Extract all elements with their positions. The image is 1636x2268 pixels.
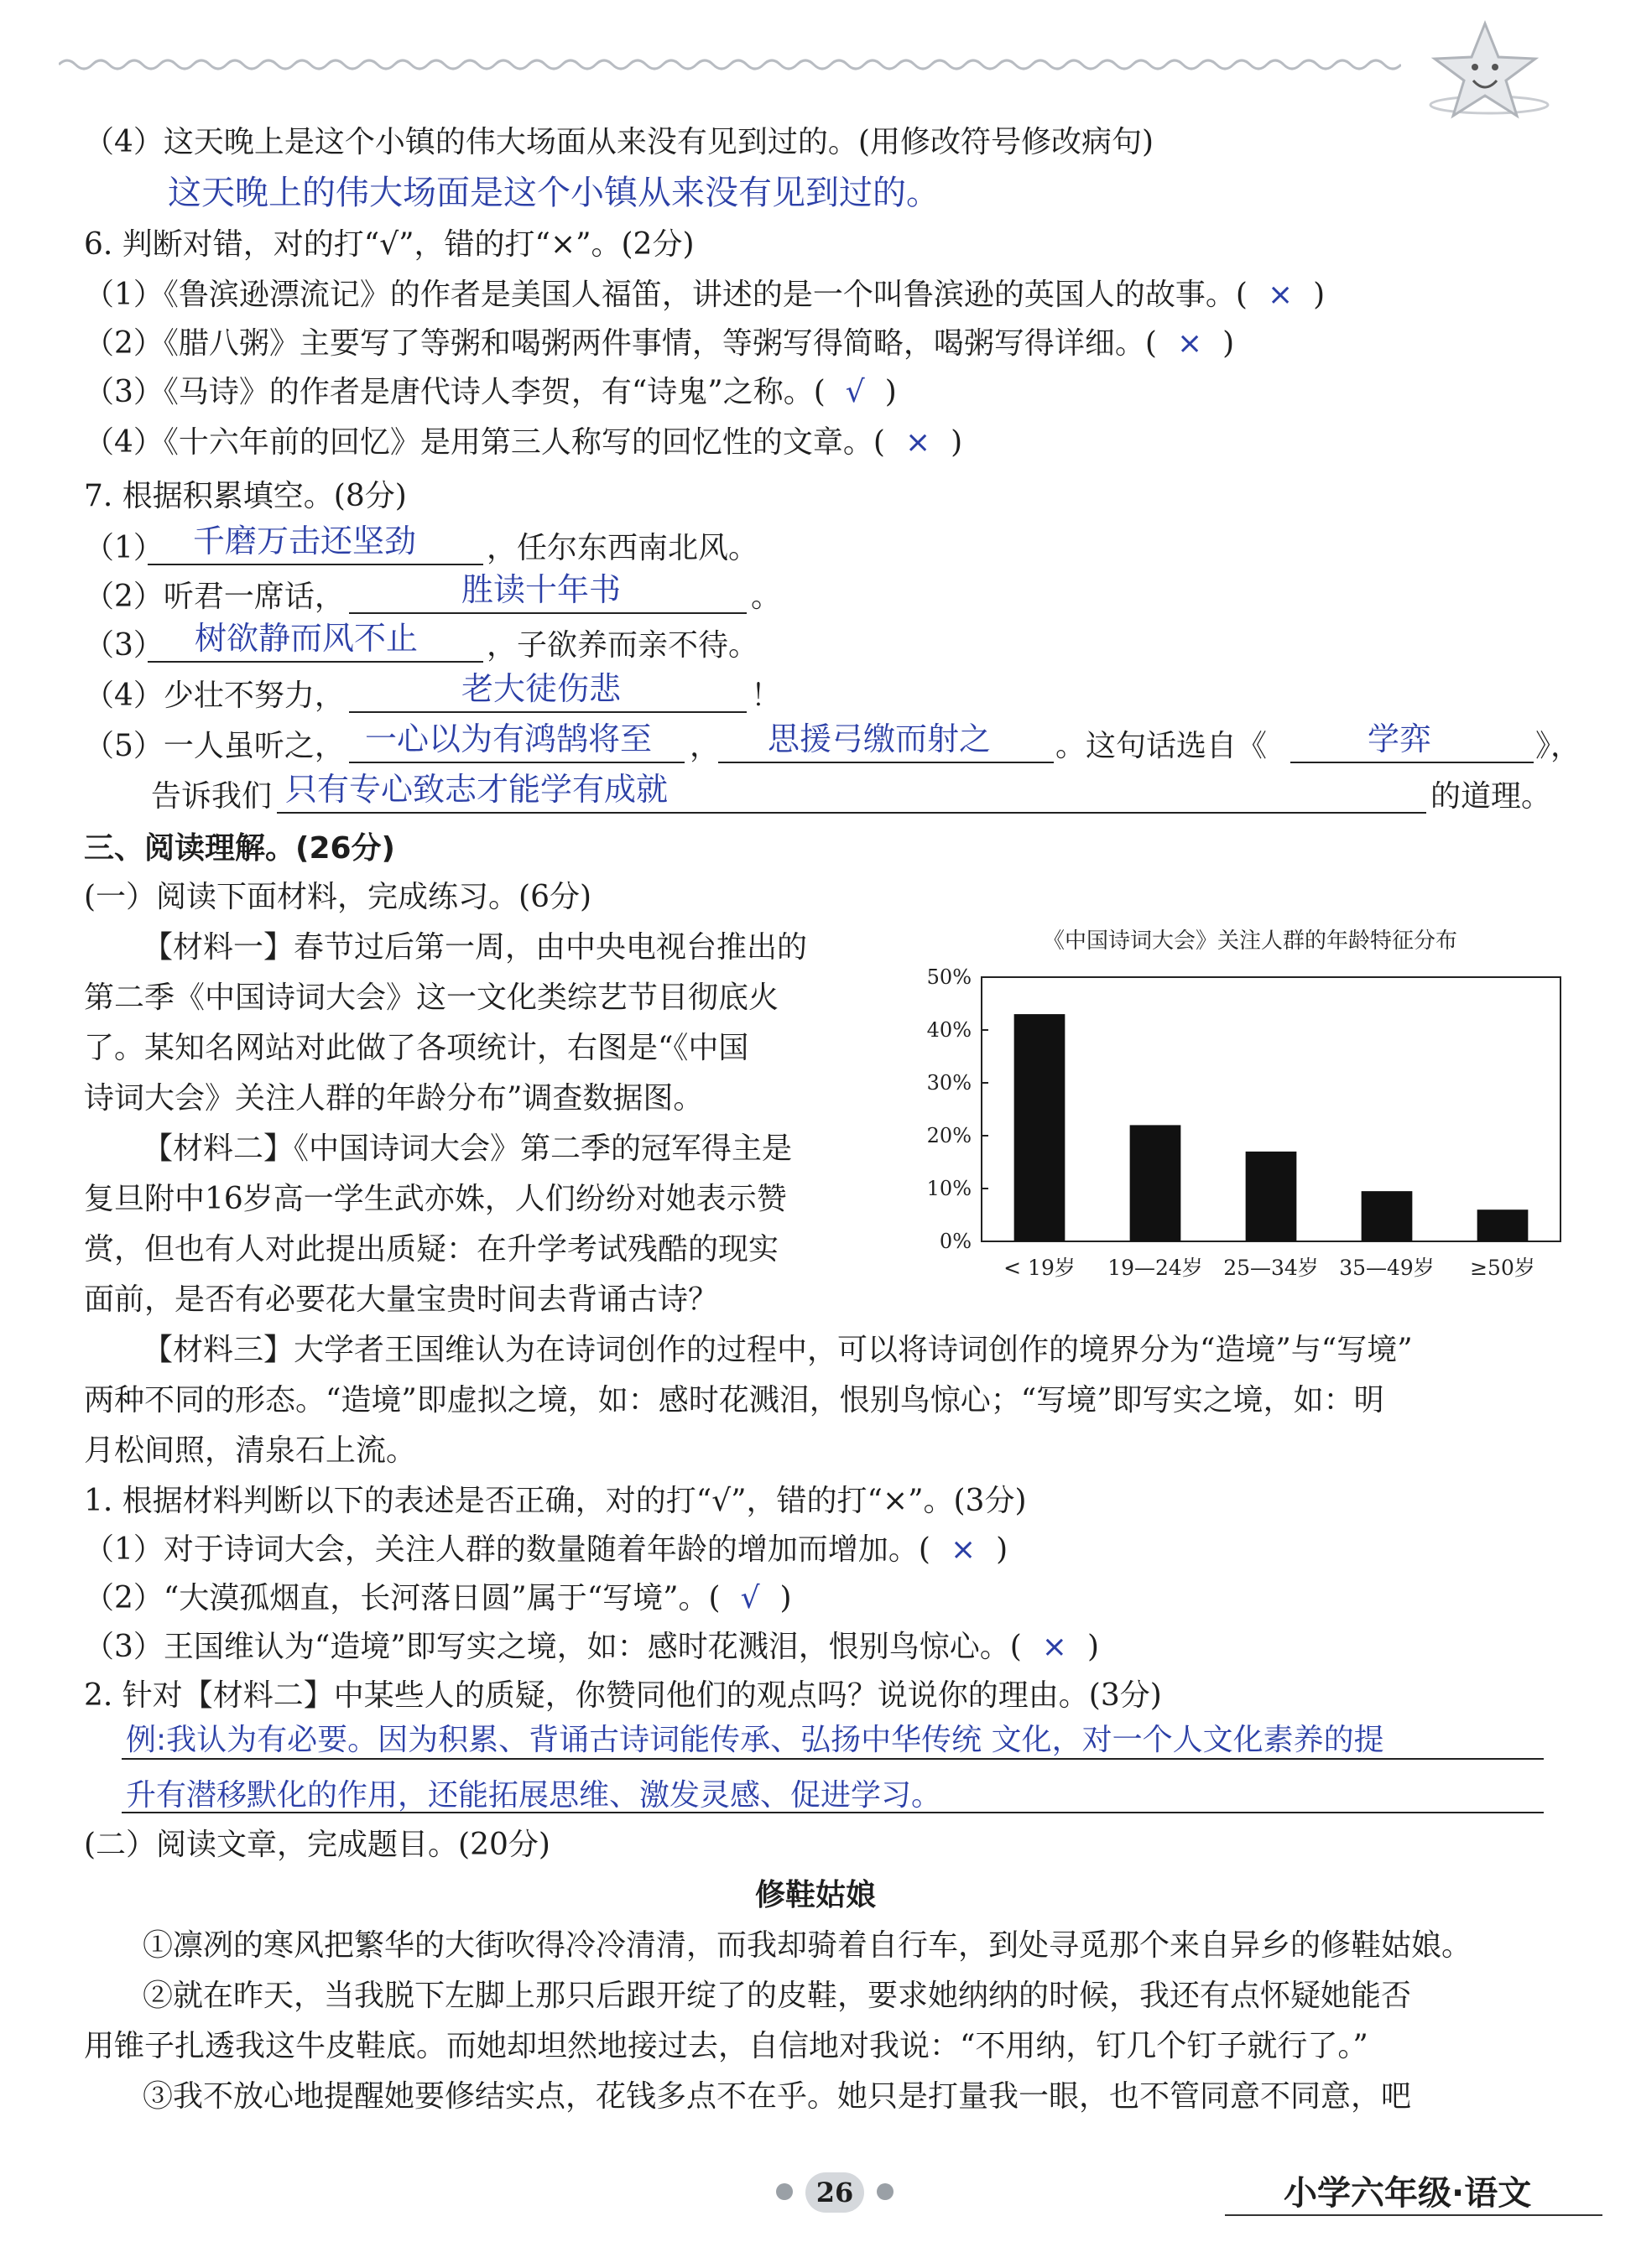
material2-line: 【材料二】《中国诗词大会》第二季的冠军得主是 <box>143 1131 793 1166</box>
part2-title: (二）阅读文章，完成题目。(20分) <box>84 1828 550 1862</box>
q7-title: 7. 根据积累填空。(8分) <box>84 479 407 513</box>
material2-line: 复旦附中16岁高一学生武亦姝，人们纷纷对她表示赞 <box>84 1182 787 1216</box>
q6-item-3: （3）《马诗》的作者是唐代诗人李贺，有“诗鬼”之称。( √ ) <box>84 375 897 409</box>
article-title: 修鞋姑娘 <box>755 1878 877 1912</box>
blank-line <box>277 812 1426 814</box>
x-category-label: 25—34岁 <box>1223 1256 1319 1280</box>
x-category-label: < 19岁 <box>1003 1256 1076 1280</box>
blank-line <box>1290 762 1534 763</box>
article-paragraph-1: ①凛冽的寒风把繁华的大街吹得冷冷清清，而我却骑着自行车，到处寻觅那个来自异乡的修鞋姑娘。 <box>143 1928 1472 1963</box>
q6-item-2: （2）《腊八粥》主要写了等粥和喝粥两件事情，等粥写得简略，喝粥写得详细。( × ) <box>84 326 1235 361</box>
chart-title: 《中国诗词大会》关注人群的年龄特征分布 <box>1042 929 1458 954</box>
s3-q1-answer-1: × <box>950 1532 977 1567</box>
q7-answer-3: 树欲静而风不止 <box>195 620 419 657</box>
q7-line6-suffix: 的道理。 <box>1430 779 1552 814</box>
q6-item-1: （1）《鲁滨逊漂流记》的作者是美国人福笛，讲述的是一个叫鲁滨逊的英国人的故事。( × ) <box>84 278 1326 312</box>
q7-answer-5c: 学弈 <box>1368 720 1432 757</box>
part1-title: (一）阅读下面材料，完成练习。(6分) <box>84 880 592 914</box>
q6-answer-2: × <box>1176 326 1203 361</box>
s3-q1-answer-2: √ <box>740 1581 760 1615</box>
material2-line: 赏，但也有人对此提出质疑：在升学考试残酷的现实 <box>84 1232 779 1267</box>
q7-line5-comma: ， <box>690 729 721 763</box>
q7-answer-1: 千磨万击还坚劲 <box>193 523 417 559</box>
q7-line1-prefix: （1） <box>84 531 164 565</box>
material1-line: 诗词大会》关注人群的年龄分布”调查数据图。 <box>84 1081 704 1116</box>
footer-dot <box>877 2183 894 2200</box>
header-wave-border <box>59 52 1401 77</box>
s3-q1-item-1: （1）对于诗词大会，关注人群的数量随着年龄的增加而增加。( × ) <box>84 1532 1008 1567</box>
material3-line: 月松间照，清泉石上流。 <box>84 1433 417 1468</box>
material1-line: 第二季《中国诗词大会》这一文化类综艺节目彻底火 <box>84 981 779 1015</box>
q7-answer-6: 只有专心致志才能学有成就 <box>285 771 669 808</box>
bar-4 <box>1477 1209 1529 1241</box>
smiling-star-icon <box>1409 17 1560 126</box>
q6-item-4: （4）《十六年前的回忆》是用第三人称写的回忆性的文章。( × ) <box>84 425 963 460</box>
q5-4-prompt: （4）这天晚上是这个小镇的伟大场面从来没有见到过的。(用修改符号修改病句) <box>84 125 1154 159</box>
bar-1 <box>1130 1125 1181 1241</box>
s3-q2-answer-line2: 升有潜移默化的作用，还能拓展思维、激发灵感、促进学习。 <box>126 1778 942 1813</box>
q7-line5-mid: 。这句话选自《 <box>1055 729 1268 763</box>
q7-answer-5a: 一心以为有鸿鹄将至 <box>365 720 653 757</box>
y-tick-label: 20% <box>926 1124 972 1147</box>
section3-title: 三、阅读理解。(26分) <box>84 831 396 866</box>
q7-answer-5b: 思援弓缴而射之 <box>768 720 992 757</box>
q7-line2-suffix: 。 <box>751 580 782 614</box>
blank-line <box>148 661 483 663</box>
material2-line: 面前，是否有必要花大量宝贵时间去背诵古诗？ <box>84 1282 719 1317</box>
x-category-label: ≥50岁 <box>1470 1256 1535 1280</box>
footer-divider <box>1225 2214 1602 2216</box>
q6-answer-4: × <box>904 425 931 460</box>
q7-line1-suffix: ，任尔东西南北风。 <box>487 531 759 565</box>
q7-line2-prefix: （2）听君一席话， <box>84 580 345 614</box>
y-tick-label: 40% <box>926 1018 972 1042</box>
article-paragraph-3: ③我不放心地提醒她要修结实点，花钱多点不在乎。她只是打量我一眼，也不管同意不同意，吧 <box>143 2079 1412 2114</box>
s3-q1-item-2: （2）“大漠孤烟直，长河落日圆”属于“写境”。( √ ) <box>84 1581 792 1615</box>
y-tick-label: 30% <box>926 1071 972 1095</box>
material3-line: 两种不同的形态。“造境”即虚拟之境，如：感时花溅泪，恨别鸟惊心；“写境”即写实之境，如：明 <box>84 1383 1384 1418</box>
q6-answer-1: × <box>1267 278 1294 312</box>
q5-4-answer: 这天晚上的伟大场面是这个小镇从来没有见到过的。 <box>168 174 940 212</box>
q7-answer-2: 胜读十年书 <box>461 571 622 608</box>
x-category-label: 19—24岁 <box>1107 1256 1203 1280</box>
y-tick-label: 10% <box>926 1177 972 1200</box>
s3-q1-title: 1. 根据材料判断以下的表述是否正确，对的打“√”，错的打“×”。(3分) <box>84 1484 1027 1518</box>
bar-3 <box>1362 1191 1413 1241</box>
q6-answer-3: √ <box>845 375 865 409</box>
q7-line5-suffix: 》， <box>1535 729 1581 763</box>
blank-line <box>718 762 1054 763</box>
s3-q1-answer-3: × <box>1041 1630 1067 1664</box>
article-paragraph-2-cont: 用锥子扎透我这牛皮鞋底。而她却坦然地接过去，自信地对我说：“不用纳，钉几个钉子就行了。” <box>84 2029 1368 2063</box>
y-tick-label: 50% <box>926 965 972 989</box>
bar-2 <box>1246 1152 1297 1241</box>
blank-line <box>148 564 483 565</box>
x-category-label: 35—49岁 <box>1339 1256 1435 1280</box>
q7-line4-suffix: ！ <box>751 679 782 713</box>
bar-0 <box>1014 1014 1065 1241</box>
q7-line5-prefix: （5）一人虽听之， <box>84 729 345 763</box>
y-tick-label: 0% <box>939 1230 972 1253</box>
q7-line3-suffix: ，子欲养而亲不待。 <box>487 628 759 663</box>
article-paragraph-2: ②就在昨天，当我脱下左脚上那只后跟开绽了的皮鞋，要求她纳纳的时候，我还有点怀疑她能否 <box>143 1979 1412 2013</box>
s3-q2-title: 2. 针对【材料二】中某些人的质疑，你赞同他们的观点吗？说说你的理由。(3分) <box>84 1678 1162 1713</box>
q6-title: 6. 判断对错，对的打“√”，错的打“×”。(2分) <box>84 227 695 262</box>
page-number: 26 <box>805 2172 864 2213</box>
footer-grade-label: 小学六年级·语文 <box>1284 2174 1532 2213</box>
answer-line <box>122 1812 1544 1813</box>
q7-answer-4: 老大徒伤悲 <box>461 670 622 707</box>
material1-line: 【材料一】春节过后第一周，由中央电视台推出的 <box>143 930 808 965</box>
q7-line6-prefix: 告诉我们 <box>151 779 273 814</box>
s3-q2-answer-line1: 例:我认为有必要。因为积累、背诵古诗词能传承、弘扬中华传统 文化，对一个人文化素养的提 <box>126 1723 1384 1757</box>
s3-q1-item-3: （3）王国维认为“造境”即写实之境，如：感时花溅泪，恨别鸟惊心。( × ) <box>84 1630 1099 1664</box>
q7-line4-prefix: （4）少壮不努力， <box>84 679 345 713</box>
age-distribution-chart <box>889 923 1577 1308</box>
answer-line <box>122 1758 1544 1760</box>
q7-line3-prefix: （3） <box>84 628 164 663</box>
material1-line: 了。某知名网站对此做了各项统计，右图是“《中国 <box>84 1031 749 1065</box>
material3-line: 【材料三】大学者王国维认为在诗词创作的过程中，可以将诗词创作的境界分为“造境”与“写境” <box>143 1333 1413 1367</box>
footer-dot <box>776 2183 793 2200</box>
